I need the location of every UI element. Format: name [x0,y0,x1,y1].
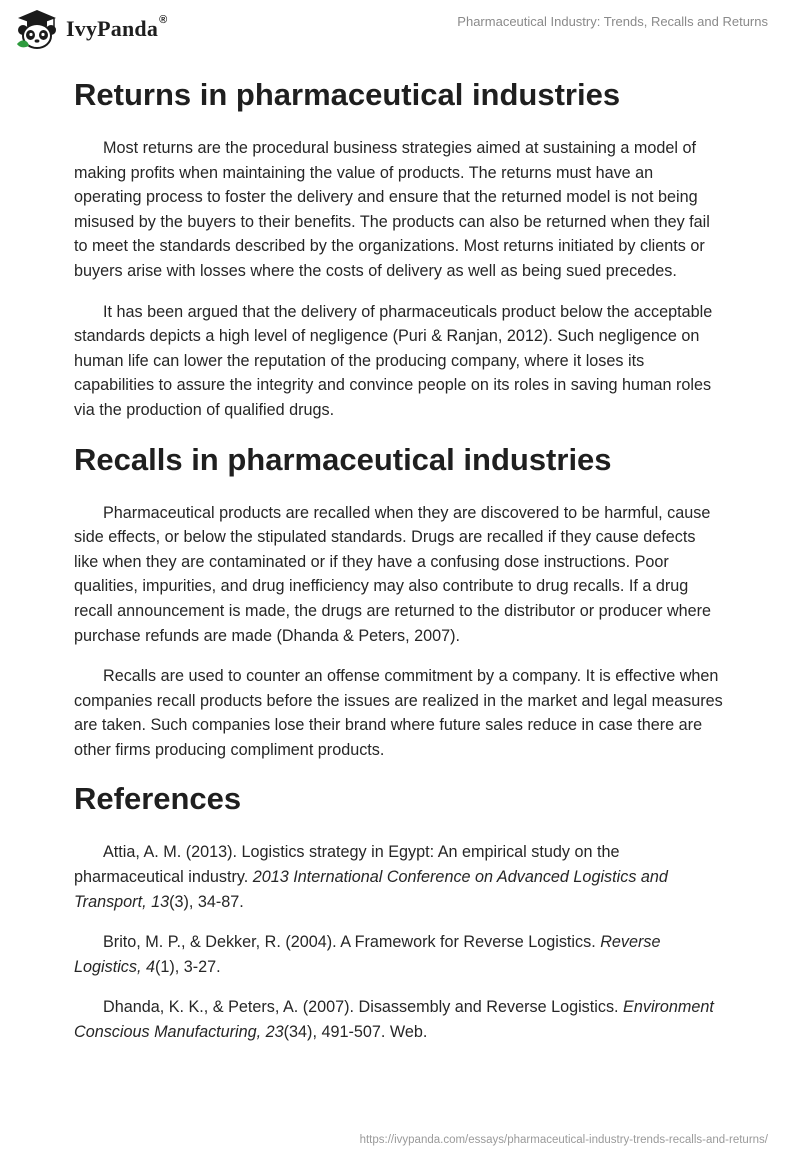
section-heading-references: References [74,781,242,817]
essay-content [74,70,724,1045]
ivypanda-logo[interactable] [14,8,167,50]
brand-name: IvyPanda® [66,14,168,41]
registered-mark: ® [159,14,168,26]
reference-item: Dhanda, K. K., & Peters, A. (2007). Disassembly and Reverse Logistics. Environment Conscious Manufacturing, 23(34), 491-507. Web. [74,998,714,1042]
source-url[interactable]: https://ivypanda.com/essays/pharmaceutical-industry-trends-recalls-and-returns/ [359,1134,768,1146]
section-heading-returns: Returns in pharmaceutical industries [74,77,621,112]
returns-paragraph-2: It has been argued that the delivery of pharmaceuticals product below the acceptable standards depicts a high level of negligence (Puri & Ranjan, 2012). Such negligence on human life can lower the reputation of the producing company, where it loses its capabilities to assure the integrity and convince people on its roles in saving human roles via the production of qualified drugs. [74,302,713,419]
panda-graduate-icon [14,8,60,50]
returns-paragraph-1: Most returns are the procedural business strategies aimed at sustaining a model of making profits when maintaining the value of products. The returns must have an operating process to foster the delivery and ensure that the returned model is not being misused by the buyers to their benefits. The products can also be returned when they fail to meet the standards described by the organizations. Most returns initiated by clients or buyers arise with losses where the costs of delivery as well as being sued precedes. [74,139,710,280]
section-heading-recalls: Recalls in pharmaceutical industries [74,441,612,477]
reference-item: Brito, M. P., & Dekker, R. (2004). A Framework for Reverse Logistics. Reverse Logistics, 4(1), 3-27. [74,933,661,976]
document-title: Pharmaceutical Industry: Trends, Recalls and Returns [457,14,768,29]
recalls-paragraph-2: Recalls are used to counter an offense commitment by a company. It is effective when companies recall products before the issues are realized in the market and legal measures are taken. Such companies lose their brand where future sales reduce in case there are other firms producing compliment products. [74,667,723,759]
recalls-paragraph-1: Pharmaceutical products are recalled when they are discovered to be harmful, cause side effects, or below the stipulated standards. Drugs are recalled if they cause defects like when they are contaminated or if they have a confusing dose instructions. Poor qualities, impurities, and drug inefficiency may also contribute to drug recalls. If a drug recall announcement is made, the drugs are returned to the distributor or producer where purchase refunds are made (Dhanda & Peters, 2007). [74,503,712,645]
reference-item: Attia, A. M. (2013). Logistics strategy in Egypt: An empirical study on the pharmaceutical industry. 2013 International Conference on Advanced Logistics and Transport, 13(3), 34-87. [74,843,668,911]
page-header [0,0,800,60]
